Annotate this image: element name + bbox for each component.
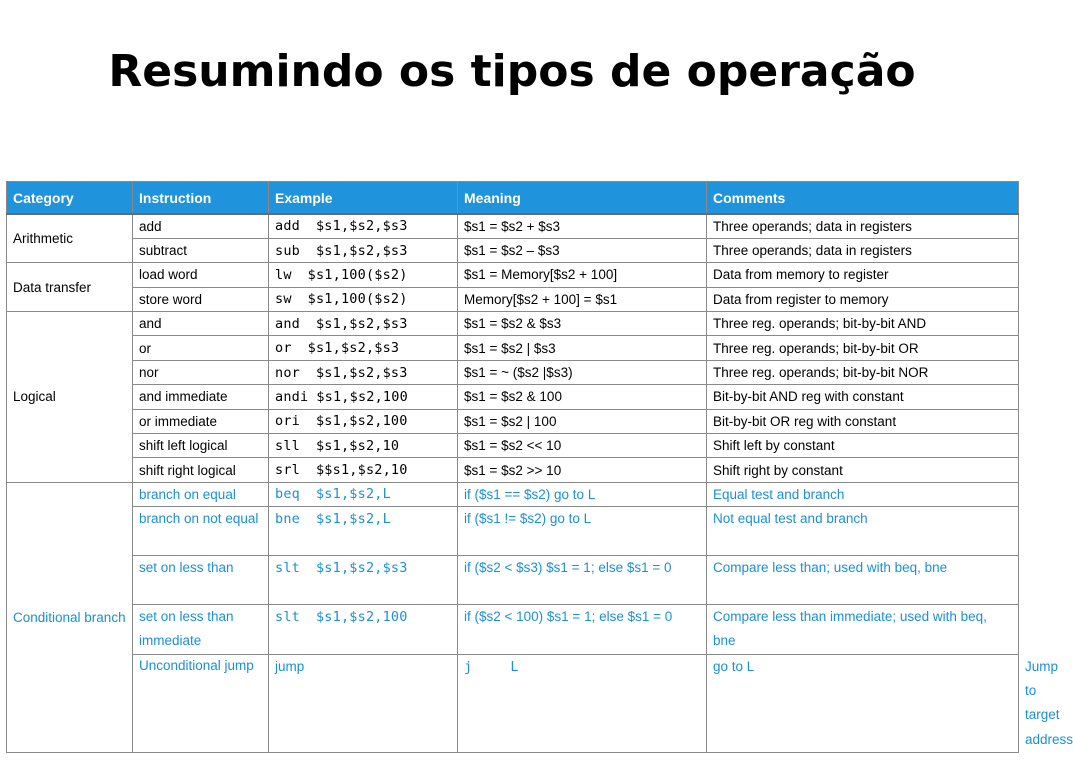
comment-cell: Three operands; data in registers <box>707 214 1019 238</box>
table-row <box>7 604 1019 654</box>
example-cell: bne $s1,$s2,L <box>269 507 458 556</box>
comment-cell: Three operands; data in registers <box>707 238 1019 262</box>
meaning-cell: if ($s1 == $s2) go to L <box>458 482 707 506</box>
example-cell: sll $s1,$s2,10 <box>269 434 458 458</box>
meaning-cell: $s1 = $s2 << 10 <box>458 434 707 458</box>
comment-cell: Three reg. operands; bit-by-bit NOR <box>707 360 1019 384</box>
comment-cell: Data from register to memory <box>707 287 1019 311</box>
comment-cell: Compare less than immediate; used with beq, bne <box>707 604 1019 654</box>
table-row <box>7 238 1019 262</box>
meaning-cell: $s1 = $s2 >> 10 <box>458 458 707 482</box>
table-row <box>7 385 1019 409</box>
comment-cell: Bit-by-bit OR reg with constant <box>707 409 1019 433</box>
example-cell: sw $s1,100($s2) <box>269 287 458 311</box>
instruction-cell: or immediate <box>133 409 269 433</box>
table-row <box>7 507 1019 556</box>
instruction-cell: branch on equal <box>133 482 269 506</box>
example-cell: or $s1,$s2,$s3 <box>269 336 458 360</box>
instruction-cell: and <box>133 312 269 336</box>
header-comments: Comments <box>707 182 1019 215</box>
instruction-cell: and immediate <box>133 385 269 409</box>
comment-cell: Compare less than; used with beq, bne <box>707 555 1019 604</box>
category-logical: Logical <box>7 312 133 483</box>
comment-cell: Three reg. operands; bit-by-bit OR <box>707 336 1019 360</box>
meaning-cell: go to L <box>707 654 1019 753</box>
table-row <box>7 214 1019 238</box>
meaning-cell: $s1 = $s2 | 100 <box>458 409 707 433</box>
table-row <box>7 434 1019 458</box>
meaning-cell: $s1 = $s2 & 100 <box>458 385 707 409</box>
example-cell: ori $s1,$s2,100 <box>269 409 458 433</box>
table-row <box>7 263 1019 287</box>
meaning-cell: $s1 = $s2 & $s3 <box>458 312 707 336</box>
instruction-cell: set on less than immediate <box>133 604 269 654</box>
header-instruction: Instruction <box>133 182 269 215</box>
instruction-cell: add <box>133 214 269 238</box>
category-arithmetic: Arithmetic <box>7 214 133 263</box>
instruction-cell: shift right logical <box>133 458 269 482</box>
example-cell: j L <box>458 654 707 753</box>
example-cell: lw $s1,100($s2) <box>269 263 458 287</box>
example-cell: slt $s1,$s2,$s3 <box>269 555 458 604</box>
meaning-cell: $s1 = $s2 | $s3 <box>458 336 707 360</box>
instruction-cell: nor <box>133 360 269 384</box>
instruction-cell: set on less than <box>133 555 269 604</box>
meaning-cell: Memory[$s2 + 100] = $s1 <box>458 287 707 311</box>
example-cell: and $s1,$s2,$s3 <box>269 312 458 336</box>
meaning-cell: if ($s2 < 100) $s1 = 1; else $s1 = 0 <box>458 604 707 654</box>
table-row <box>7 312 1019 336</box>
example-cell: andi $s1,$s2,100 <box>269 385 458 409</box>
example-cell: slt $s1,$s2,100 <box>269 604 458 654</box>
example-cell: beq $s1,$s2,L <box>269 482 458 506</box>
category-data-transfer: Data transfer <box>7 263 133 312</box>
slide-title: Resumindo os tipos de operação <box>108 46 916 97</box>
table-row <box>7 458 1019 482</box>
instruction-cell: subtract <box>133 238 269 262</box>
mips-operations-table <box>6 181 1073 753</box>
header-example: Example <box>269 182 458 215</box>
header-category: Category <box>7 182 133 215</box>
instruction-cell: jump <box>269 654 458 753</box>
instruction-cell: branch on not equal <box>133 507 269 556</box>
meaning-cell: $s1 = $s2 + $s3 <box>458 214 707 238</box>
example-cell: nor $s1,$s2,$s3 <box>269 360 458 384</box>
comment-cell: Three reg. operands; bit-by-bit AND <box>707 312 1019 336</box>
comment-cell: Shift right by constant <box>707 458 1019 482</box>
comment-cell: Data from memory to register <box>707 263 1019 287</box>
comment-cell: Bit-by-bit AND reg with constant <box>707 385 1019 409</box>
instruction-cell: load word <box>133 263 269 287</box>
table-row: Unconditional jump jump j L go to L Jump to target address <box>7 654 1019 753</box>
meaning-cell: $s1 = ~ ($s2 |$s3) <box>458 360 707 384</box>
table-row <box>7 555 1019 604</box>
meaning-cell: $s1 = $s2 – $s3 <box>458 238 707 262</box>
example-cell: sub $s1,$s2,$s3 <box>269 238 458 262</box>
table-header-row <box>7 182 1019 215</box>
meaning-cell: $s1 = Memory[$s2 + 100] <box>458 263 707 287</box>
table-row <box>7 482 1019 506</box>
category-unconditional-jump: Unconditional jump <box>133 654 269 753</box>
example-cell: srl $$s1,$s2,10 <box>269 458 458 482</box>
table-row <box>7 360 1019 384</box>
table-row <box>7 287 1019 311</box>
comment-cell: Equal test and branch <box>707 482 1019 506</box>
instruction-cell: store word <box>133 287 269 311</box>
table-row <box>7 409 1019 433</box>
meaning-cell: if ($s2 < $s3) $s1 = 1; else $s1 = 0 <box>458 555 707 604</box>
instruction-cell: shift left logical <box>133 434 269 458</box>
comment-cell: Shift left by constant <box>707 434 1019 458</box>
category-conditional-branch: Conditional branch <box>7 482 133 752</box>
instruction-cell: or <box>133 336 269 360</box>
meaning-cell: if ($s1 != $s2) go to L <box>458 507 707 556</box>
example-cell: add $s1,$s2,$s3 <box>269 214 458 238</box>
table-row <box>7 336 1019 360</box>
header-meaning: Meaning <box>458 182 707 215</box>
comment-cell: Not equal test and branch <box>707 507 1019 556</box>
